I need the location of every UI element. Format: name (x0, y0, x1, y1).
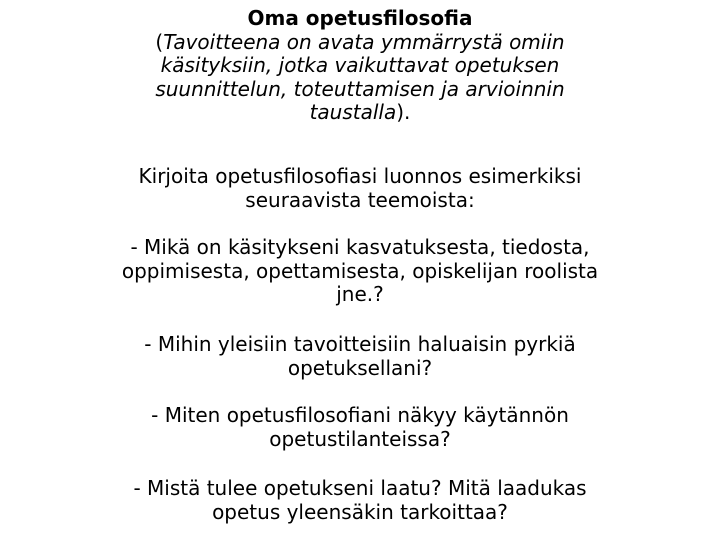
question-line: jne.? (336, 282, 384, 306)
intro-line: seuraavista teemoista: (245, 187, 475, 212)
subtitle-text: taustalla (309, 100, 397, 124)
question-line: - Miten opetusfilosofiani näkyy käytännön (151, 403, 569, 427)
subtitle-line-1 (110, 31, 610, 55)
question-line: - Mihin yleisiin tavoitteisiin haluaisin pyrkiä (144, 332, 576, 356)
question-item (110, 404, 610, 451)
subtitle-close-paren: ). (396, 100, 411, 124)
subtitle-line-2: käsityksiin, jotka vaikuttavat opetuksen (160, 53, 560, 77)
subtitle-open-paren: ( (155, 29, 164, 54)
question-line: opetustilanteissa? (269, 426, 451, 451)
question-line: - Mikä on käsitykseni kasvatuksesta, tiedosta, (130, 235, 590, 259)
question-item (110, 333, 610, 380)
intro-paragraph (110, 165, 610, 212)
subtitle-line-3: suunnittelun, toteuttamisen ja arvioinnin (155, 76, 565, 101)
question-line: opetus yleensäkin tarkoittaa? (212, 499, 508, 524)
question-item (110, 477, 610, 524)
subtitle-line-4 (110, 101, 610, 125)
title-block (110, 7, 610, 125)
slide-title: Oma opetusfilosofia (247, 6, 473, 30)
question-line: oppimisesta, opettamisesta, opiskelijan roolista (121, 258, 599, 283)
question-item (110, 236, 610, 307)
question-line: - Mistä tulee opetukseni laatu? Mitä laadukas (133, 476, 587, 500)
question-line: opetuksellani? (287, 355, 433, 380)
intro-line: Kirjoita opetusfilosofiasi luonnos esimerkiksi (138, 164, 582, 188)
subtitle-text: Tavoitteena on avata ymmärrystä omiin (163, 29, 565, 54)
